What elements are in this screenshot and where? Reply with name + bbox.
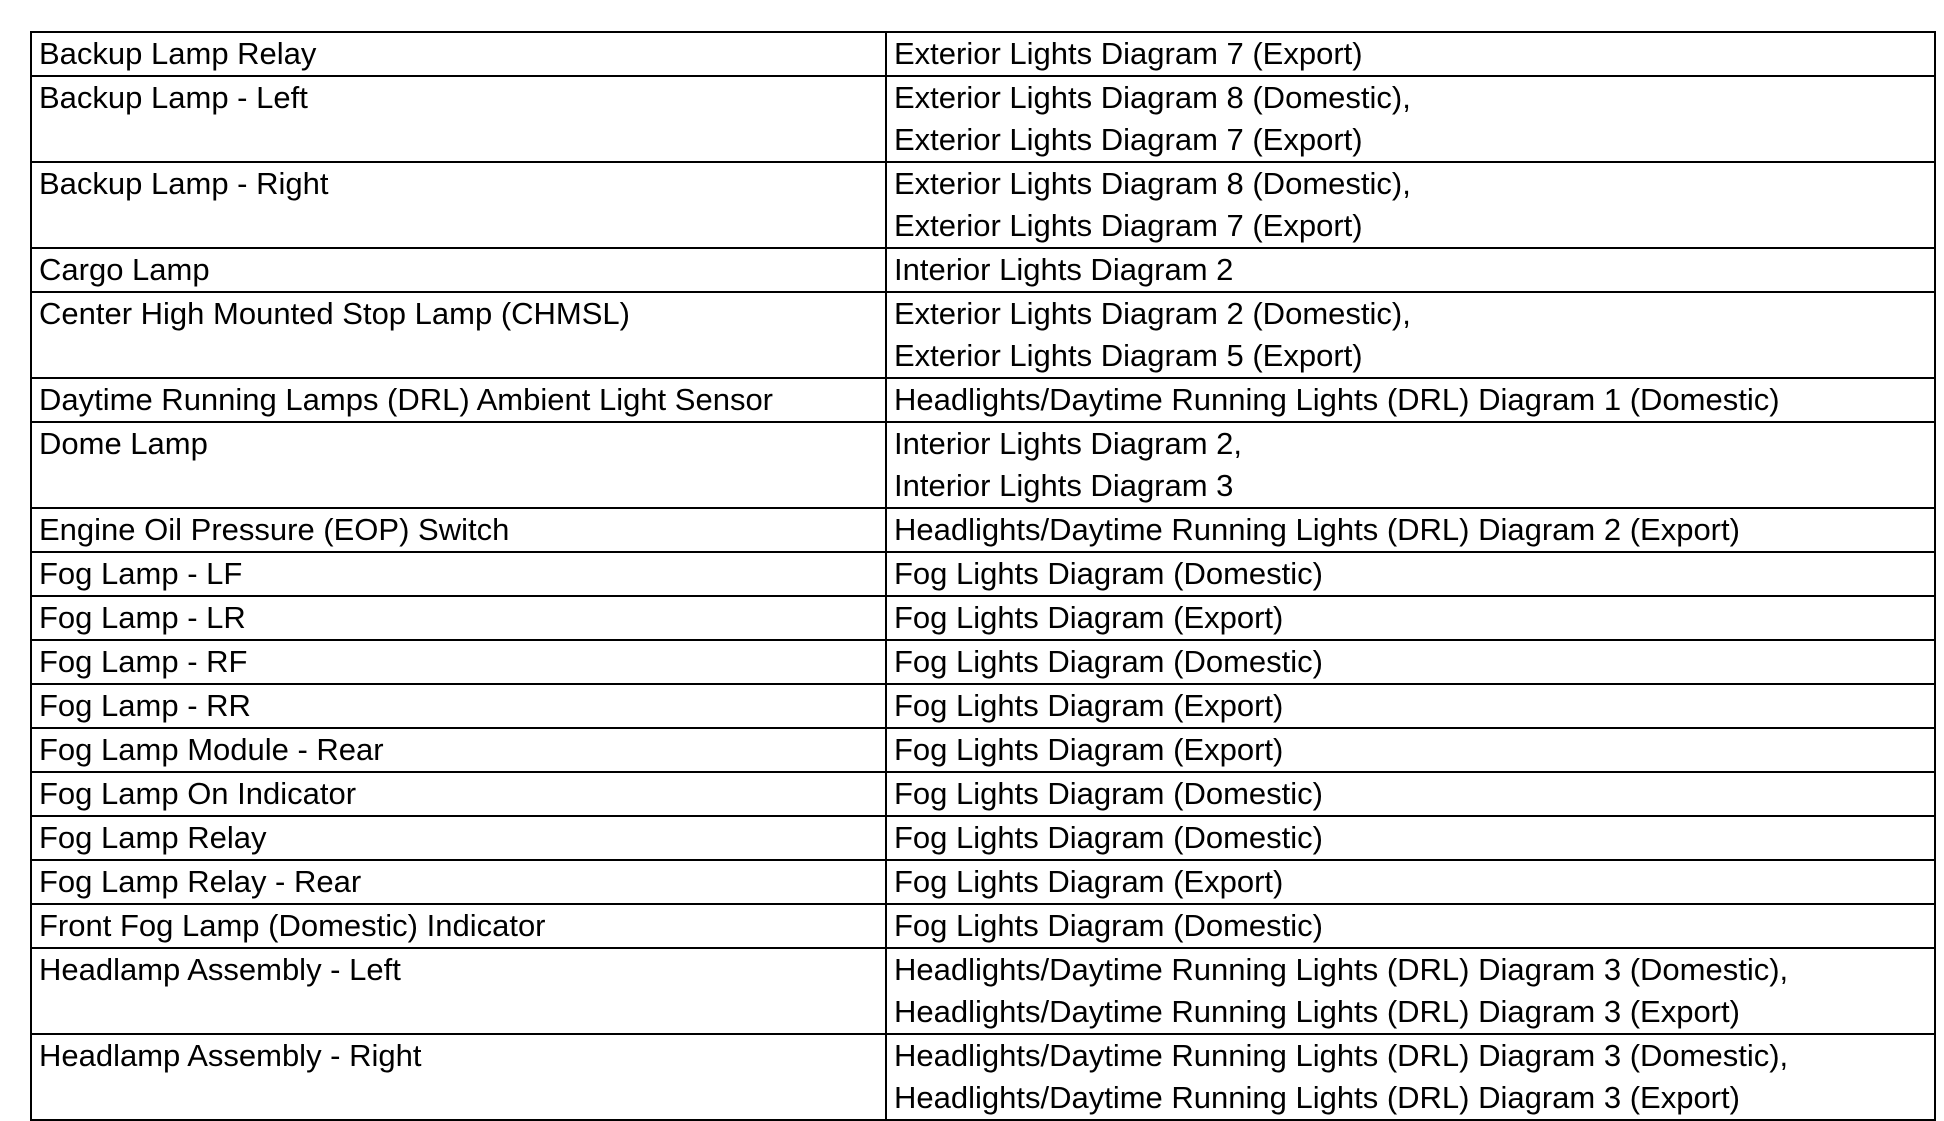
diagram-reference-cell <box>886 1034 1935 1120</box>
table-row <box>31 596 1935 640</box>
diagram-reference-line: Headlights/Daytime Running Lights (DRL) Diagram 2 (Export) <box>894 512 1740 547</box>
table-row <box>31 860 1935 904</box>
diagram-reference-line: Headlights/Daytime Running Lights (DRL) Diagram 1 (Domestic) <box>894 382 1780 417</box>
diagram-reference-cell <box>886 248 1935 292</box>
component-name-cell: Fog Lamp Relay <box>31 816 886 860</box>
table-row <box>31 248 1935 292</box>
diagram-reference-cell <box>886 772 1935 816</box>
table-body <box>31 32 1935 1120</box>
diagram-reference-line: Interior Lights Diagram 2, <box>894 426 1243 461</box>
table-row <box>31 816 1935 860</box>
table-row <box>31 508 1935 552</box>
component-name-cell: Fog Lamp - LR <box>31 596 886 640</box>
diagram-reference-cell <box>886 32 1935 76</box>
table-row <box>31 904 1935 948</box>
diagram-reference-cell <box>886 76 1935 162</box>
diagram-reference-cell <box>886 860 1935 904</box>
component-name-cell: Fog Lamp - RF <box>31 640 886 684</box>
diagram-reference-line: Exterior Lights Diagram 7 (Export) <box>894 122 1363 157</box>
document-page <box>30 31 1936 1121</box>
diagram-reference-line: Interior Lights Diagram 3 <box>894 468 1234 503</box>
diagram-reference-line: Headlights/Daytime Running Lights (DRL) Diagram 3 (Export) <box>894 1080 1740 1115</box>
diagram-reference-cell <box>886 552 1935 596</box>
diagram-reference-line: Fog Lights Diagram (Export) <box>894 688 1284 723</box>
component-name-cell: Headlamp Assembly - Left <box>31 948 886 1034</box>
component-name-cell: Fog Lamp - RR <box>31 684 886 728</box>
table-row <box>31 422 1935 508</box>
diagram-reference-line: Fog Lights Diagram (Domestic) <box>894 820 1323 855</box>
component-name-cell: Backup Lamp - Right <box>31 162 886 248</box>
table-row <box>31 948 1935 1034</box>
diagram-reference-line: Headlights/Daytime Running Lights (DRL) Diagram 3 (Export) <box>894 994 1740 1029</box>
diagram-reference-cell <box>886 948 1935 1034</box>
diagram-reference-line: Exterior Lights Diagram 2 (Domestic), <box>894 296 1411 331</box>
diagram-reference-cell <box>886 422 1935 508</box>
component-name-cell: Front Fog Lamp (Domestic) Indicator <box>31 904 886 948</box>
diagram-reference-line: Fog Lights Diagram (Domestic) <box>894 556 1323 591</box>
table-row <box>31 292 1935 378</box>
diagram-reference-cell <box>886 684 1935 728</box>
diagram-reference-cell <box>886 378 1935 422</box>
diagram-reference-line: Fog Lights Diagram (Domestic) <box>894 908 1323 943</box>
diagram-reference-cell <box>886 508 1935 552</box>
diagram-reference-cell <box>886 904 1935 948</box>
component-name-cell: Engine Oil Pressure (EOP) Switch <box>31 508 886 552</box>
table-row <box>31 32 1935 76</box>
component-name-cell: Headlamp Assembly - Right <box>31 1034 886 1120</box>
diagram-reference-line: Fog Lights Diagram (Domestic) <box>894 776 1323 811</box>
diagram-reference-line: Fog Lights Diagram (Domestic) <box>894 644 1323 679</box>
component-name-cell: Fog Lamp On Indicator <box>31 772 886 816</box>
table-row <box>31 728 1935 772</box>
component-index-table <box>30 31 1936 1121</box>
diagram-reference-cell <box>886 640 1935 684</box>
diagram-reference-cell <box>886 816 1935 860</box>
table-row <box>31 552 1935 596</box>
diagram-reference-line: Fog Lights Diagram (Export) <box>894 600 1284 635</box>
table-row <box>31 684 1935 728</box>
diagram-reference-line: Fog Lights Diagram (Export) <box>894 864 1284 899</box>
component-name-cell: Daytime Running Lamps (DRL) Ambient Light Sensor <box>31 378 886 422</box>
component-name-cell: Fog Lamp Module - Rear <box>31 728 886 772</box>
diagram-reference-line: Headlights/Daytime Running Lights (DRL) Diagram 3 (Domestic), <box>894 1038 1789 1073</box>
diagram-reference-cell <box>886 596 1935 640</box>
diagram-reference-line: Fog Lights Diagram (Export) <box>894 732 1284 767</box>
table-row <box>31 378 1935 422</box>
component-name-cell: Backup Lamp - Left <box>31 76 886 162</box>
component-name-cell: Dome Lamp <box>31 422 886 508</box>
diagram-reference-line: Exterior Lights Diagram 8 (Domestic), <box>894 80 1411 115</box>
diagram-reference-line: Exterior Lights Diagram 8 (Domestic), <box>894 166 1411 201</box>
diagram-reference-cell <box>886 162 1935 248</box>
table-row <box>31 76 1935 162</box>
diagram-reference-line: Exterior Lights Diagram 5 (Export) <box>894 338 1363 373</box>
diagram-reference-cell <box>886 292 1935 378</box>
table-row <box>31 1034 1935 1120</box>
table-row <box>31 162 1935 248</box>
component-name-cell: Fog Lamp Relay - Rear <box>31 860 886 904</box>
table-row <box>31 772 1935 816</box>
component-name-cell: Center High Mounted Stop Lamp (CHMSL) <box>31 292 886 378</box>
diagram-reference-line: Headlights/Daytime Running Lights (DRL) Diagram 3 (Domestic), <box>894 952 1789 987</box>
diagram-reference-line: Exterior Lights Diagram 7 (Export) <box>894 208 1363 243</box>
diagram-reference-line: Exterior Lights Diagram 7 (Export) <box>894 36 1363 71</box>
diagram-reference-line: Interior Lights Diagram 2 <box>894 252 1234 287</box>
diagram-reference-cell <box>886 728 1935 772</box>
component-name-cell: Cargo Lamp <box>31 248 886 292</box>
component-name-cell: Fog Lamp - LF <box>31 552 886 596</box>
component-name-cell: Backup Lamp Relay <box>31 32 886 76</box>
table-row <box>31 640 1935 684</box>
